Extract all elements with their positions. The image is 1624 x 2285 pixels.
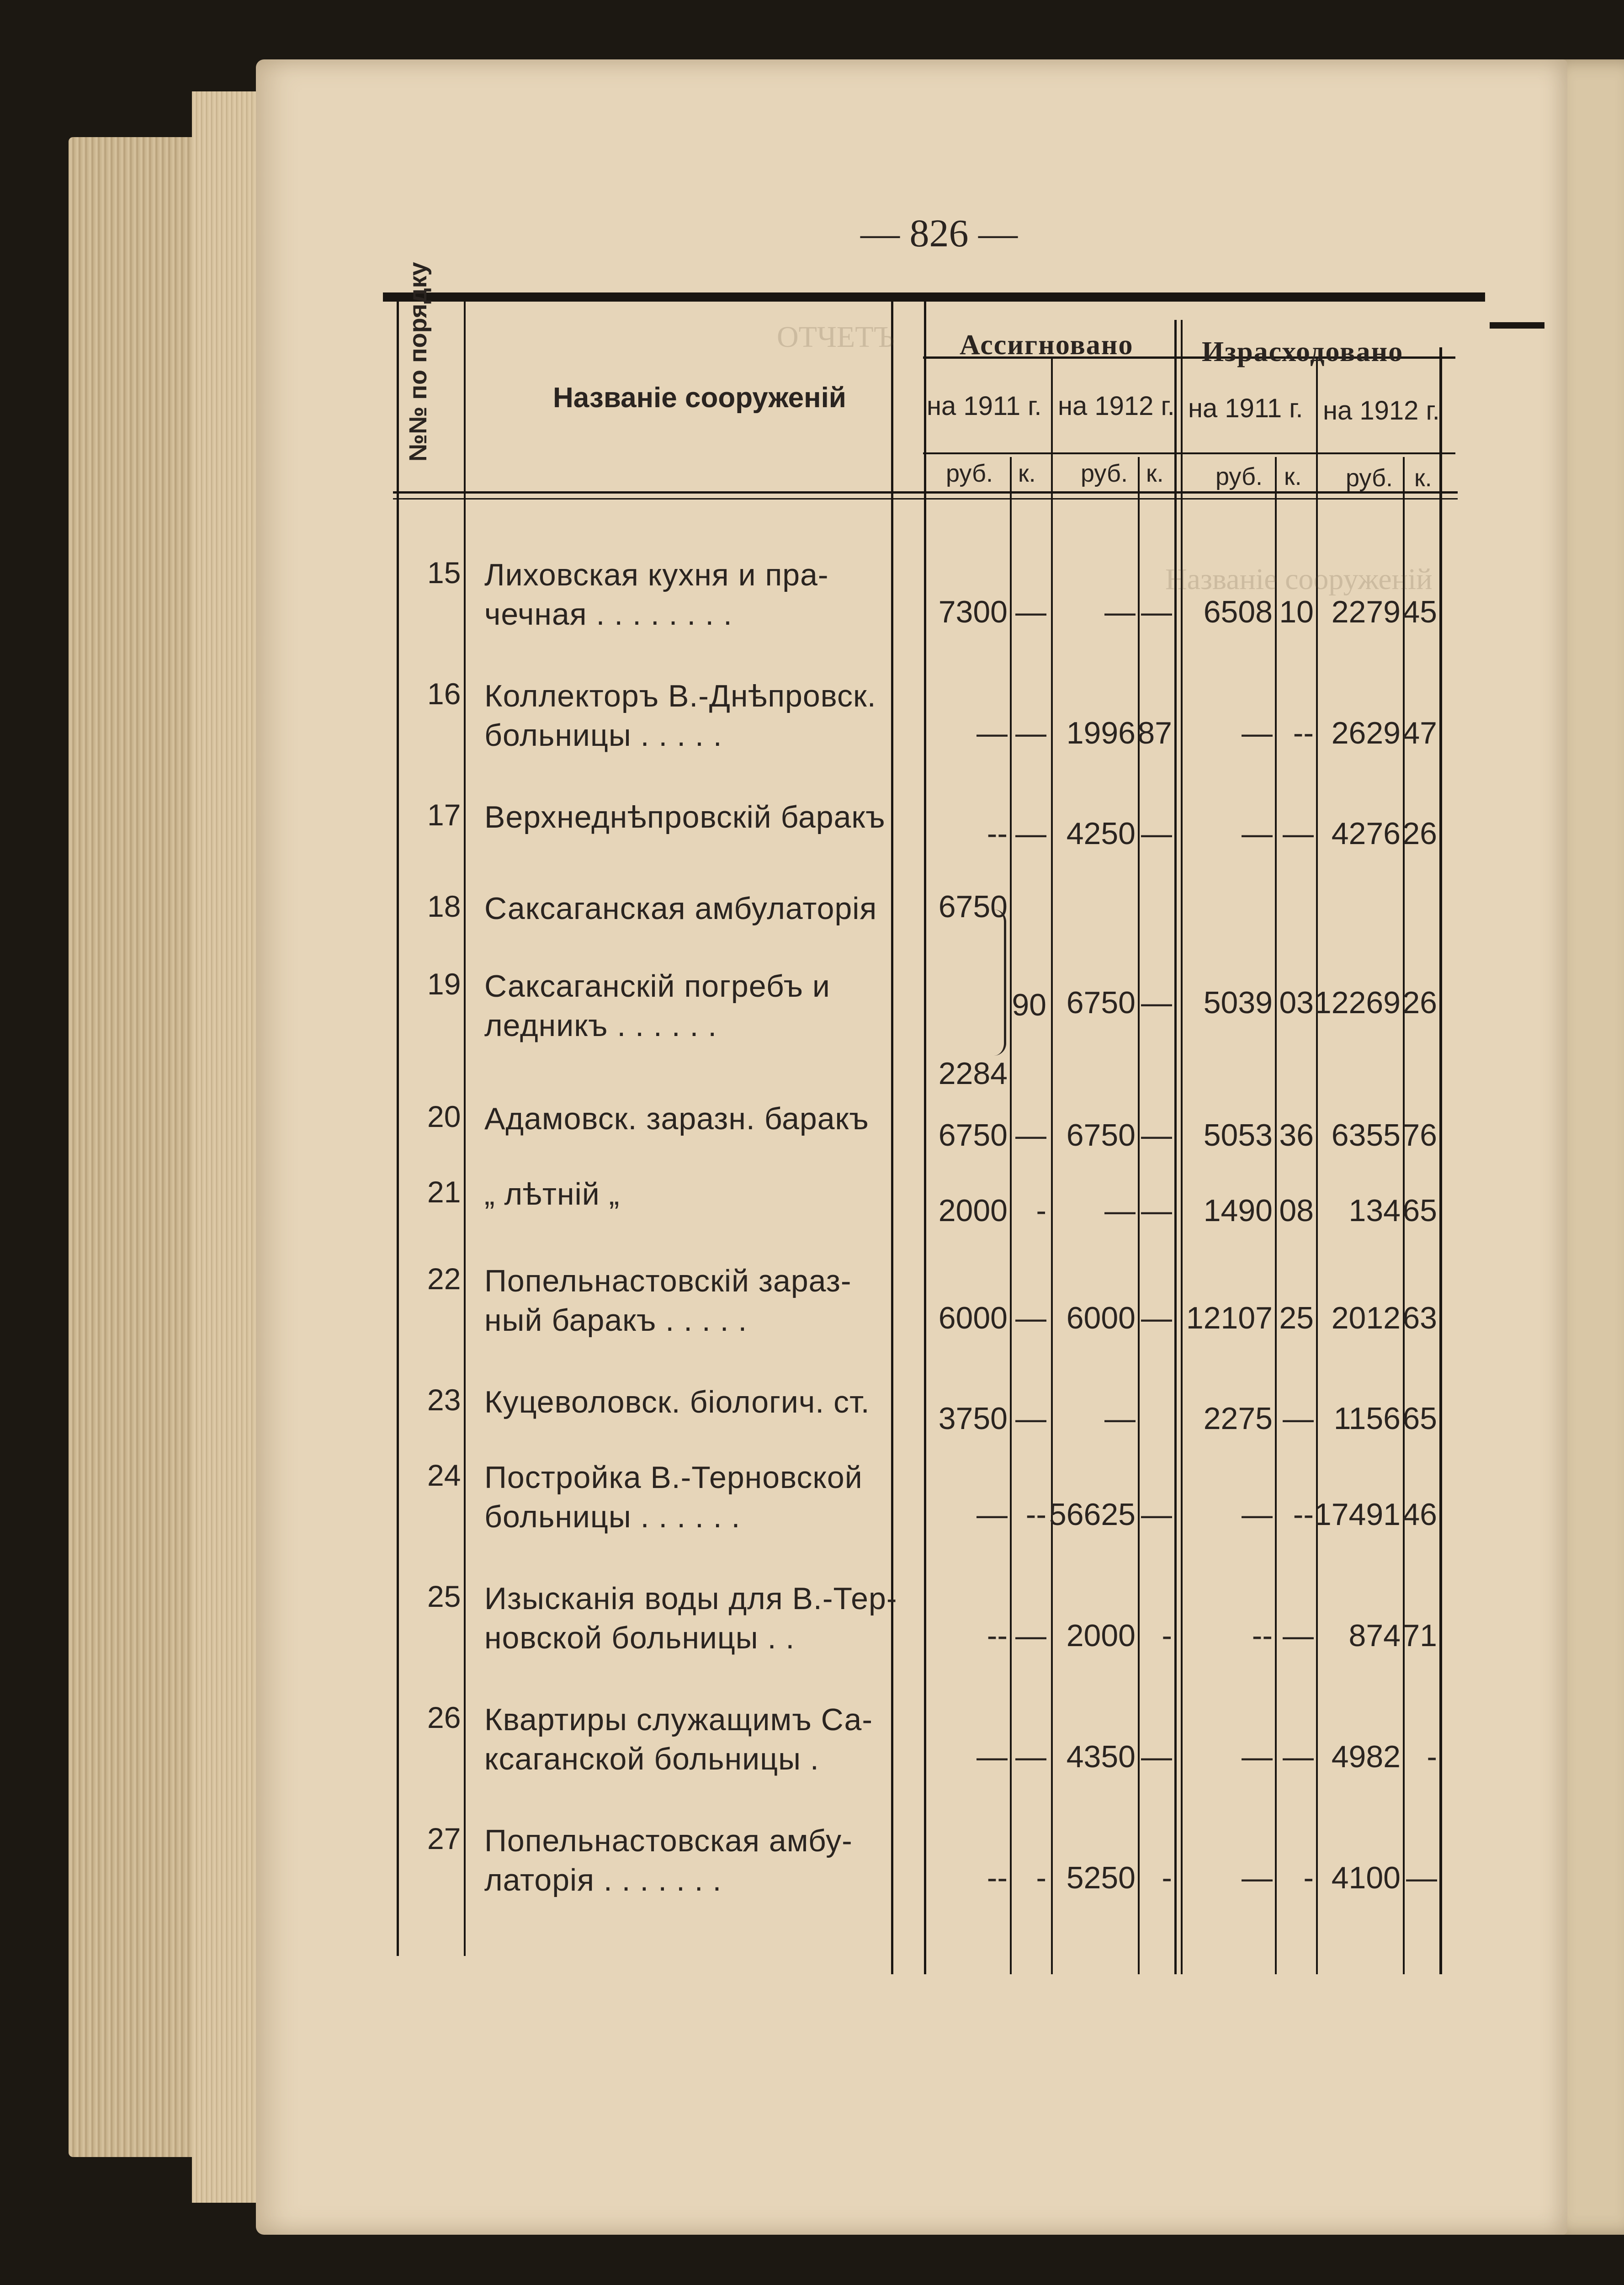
- row-name: Куцеволовск. біологич. ст.: [484, 1385, 870, 1419]
- row-number: 16: [427, 677, 461, 711]
- cell-s11k: 08: [1279, 1193, 1314, 1228]
- cell-a11r: --: [987, 1618, 1008, 1653]
- cell-a11r: —: [977, 1739, 1008, 1774]
- row-name: Постройка В.-Терновской больницы . . . . . .: [484, 1460, 863, 1534]
- unit-rub: руб.: [1346, 464, 1393, 492]
- row-number: 24: [427, 1458, 461, 1492]
- cell-s11k: —: [1283, 1618, 1314, 1653]
- row-name: Коллекторъ В.-Днѣпровск. больницы . . . . .: [484, 679, 876, 753]
- row-name: Саксаганская амбулаторія: [484, 891, 877, 926]
- cell-s12k: 71: [1402, 1618, 1437, 1653]
- cell-a11k: —: [1015, 1618, 1046, 1653]
- right-border: [1439, 347, 1442, 1974]
- cell-s12k: —: [1406, 1860, 1437, 1895]
- name-col-rule: [891, 302, 893, 1974]
- cell-a12k: —: [1141, 1301, 1172, 1335]
- table-top-rule: [383, 292, 1485, 302]
- cell-a12k: —: [1141, 1118, 1172, 1153]
- cell-s12r: 2629: [1331, 716, 1401, 750]
- row-number: 21: [427, 1175, 461, 1209]
- unit-rub: руб.: [1215, 463, 1263, 490]
- cell-s12k: 47: [1402, 716, 1437, 750]
- num-col-rule: [464, 302, 466, 1956]
- cell-a12r: —: [1104, 595, 1136, 629]
- cell-a11r: 2000: [938, 1193, 1008, 1228]
- row-number: 17: [427, 798, 461, 832]
- cell-a12k: —: [1141, 1193, 1172, 1228]
- year-header-s12: на 1912 г.: [1323, 396, 1440, 425]
- cell-s12r: 874: [1348, 1618, 1401, 1653]
- cell-a11k: 90: [1012, 988, 1046, 1022]
- cell-a11k: —: [1015, 716, 1046, 750]
- cell-a12k: —: [1141, 595, 1172, 629]
- row-name: Верхнеднѣпровскій баракъ: [484, 800, 886, 834]
- cell-a12r: 6750: [1066, 1118, 1136, 1153]
- cell-a11k: —: [1015, 1118, 1046, 1153]
- cell-a11r: 6750: [938, 1118, 1008, 1153]
- cell-a12k: —: [1141, 1739, 1172, 1774]
- page-number: — 826 —: [860, 211, 1018, 255]
- brace-rows-18-19: [994, 909, 1006, 1056]
- cell-s12k: -: [1427, 1739, 1437, 1774]
- cell-a12r: 2000: [1066, 1618, 1136, 1653]
- unit-rub: руб.: [1081, 460, 1128, 487]
- cell-s12r: 2279: [1331, 595, 1401, 629]
- cell-a11k: —: [1015, 1739, 1046, 1774]
- facing-table-rule: [1490, 322, 1544, 329]
- cell-s11r: —: [1242, 716, 1273, 750]
- cell-a11r: 6750: [938, 889, 1008, 924]
- row-number: 27: [427, 1822, 461, 1855]
- cell-s11r: 12107: [1186, 1301, 1273, 1335]
- cell-s12r: 17491: [1314, 1497, 1401, 1532]
- cell-s11k: -: [1303, 1860, 1314, 1895]
- row-name: „ лѣтній „: [484, 1177, 620, 1212]
- cell-a12k: 87: [1137, 716, 1172, 750]
- cell-s11r: 2275: [1203, 1401, 1273, 1436]
- cell-a11k: —: [1015, 595, 1046, 629]
- cell-a11r: 6000: [938, 1301, 1008, 1335]
- cell-s11r: —: [1242, 1497, 1273, 1532]
- cell-a11k: -: [1036, 1193, 1046, 1228]
- unit-kop: к.: [1284, 463, 1302, 490]
- cell-a11k: -: [1036, 1860, 1046, 1895]
- row-name: Изысканія воды для В.-Тер- новской больницы . .: [484, 1581, 897, 1655]
- cell-s11k: —: [1283, 1739, 1314, 1774]
- row-name: Лиховская кухня и пра- чечная . . . . . . . .: [484, 558, 829, 632]
- cell-a11k: —: [1015, 1401, 1046, 1436]
- row-name: Квартиры служащимъ Са- ксаганской больницы .: [484, 1702, 873, 1776]
- row-name: Попельнастовская амбу- латорія . . . . . . .: [484, 1823, 853, 1897]
- left-border: [397, 302, 399, 1956]
- row-name: Адамовск. заразн. баракъ: [484, 1101, 869, 1136]
- unit-kop: к.: [1018, 460, 1036, 487]
- cell-s11k: --: [1293, 1497, 1314, 1532]
- cell-s12r: 2012: [1331, 1301, 1401, 1335]
- row-number: 23: [427, 1383, 461, 1417]
- cell-s11k: —: [1283, 816, 1314, 851]
- cell-s11r: 6508: [1203, 595, 1273, 629]
- cell-a11k: —: [1015, 816, 1046, 851]
- column-header-number: №№ по порядку: [404, 262, 432, 462]
- cell-s12r: 134: [1348, 1193, 1401, 1228]
- column-header-name: Названіе сооруженій: [553, 382, 846, 414]
- cell-s12r: 12269: [1314, 985, 1401, 1020]
- cell-a12k: —: [1141, 1497, 1172, 1532]
- row-name: Саксаганскій погребъ и ледникъ . . . . . .: [484, 969, 830, 1043]
- cell-a12r: 6000: [1066, 1301, 1136, 1335]
- cell-a11k: —: [1015, 1301, 1046, 1335]
- cell-a11k: --: [1025, 1497, 1046, 1532]
- cell-a11r: 2284: [938, 1056, 1008, 1091]
- cell-a12k: —: [1141, 816, 1172, 851]
- cell-a12r: 56625: [1049, 1497, 1136, 1532]
- cell-s11r: —: [1242, 816, 1273, 851]
- cell-s11r: --: [1252, 1618, 1273, 1653]
- row-number: 19: [427, 967, 461, 1001]
- row-name: Попельнастовскій зараз- ный баракъ . . . . .: [484, 1264, 852, 1338]
- unit-kop: к.: [1414, 464, 1432, 492]
- cell-s12r: 6355: [1331, 1118, 1401, 1153]
- year-header-s11: на 1911 г.: [1188, 393, 1303, 423]
- row-number: 18: [427, 889, 461, 923]
- cell-a11r: --: [987, 1860, 1008, 1895]
- cell-a11r: —: [977, 1497, 1008, 1532]
- cell-s11k: —: [1283, 1401, 1314, 1436]
- cell-s12k: 26: [1402, 816, 1437, 851]
- cell-s12r: 4276: [1331, 816, 1401, 851]
- cell-s12r: 4982: [1331, 1739, 1401, 1774]
- cell-s11r: 5039: [1203, 985, 1273, 1020]
- cell-s11k: 25: [1279, 1301, 1314, 1335]
- cell-s12r: 4100: [1331, 1860, 1401, 1895]
- cell-a11r: --: [987, 816, 1008, 851]
- cell-a12r: —: [1104, 1401, 1136, 1436]
- year-header-a11: на 1911 г.: [927, 391, 1042, 421]
- group-header-assigned: Ассигновано: [960, 329, 1134, 361]
- row-number: 20: [427, 1100, 461, 1133]
- cell-a12k: -: [1162, 1860, 1172, 1895]
- cell-s12k: 65: [1402, 1401, 1437, 1436]
- cell-s11r: 5053: [1203, 1118, 1273, 1153]
- bleed-through-text: ОТЧЕТЪ: [777, 320, 895, 354]
- cell-a11r: —: [977, 716, 1008, 750]
- cell-s11k: 10: [1279, 595, 1314, 629]
- cell-a12k: —: [1141, 985, 1172, 1020]
- row-number: 22: [427, 1262, 461, 1296]
- cell-s11r: 1490: [1203, 1193, 1273, 1228]
- cell-s12k: 65: [1402, 1193, 1437, 1228]
- year-header-rule: [923, 452, 1455, 454]
- row-number: 15: [427, 556, 461, 590]
- cell-s12k: 46: [1402, 1497, 1437, 1532]
- cell-a12r: 4250: [1066, 816, 1136, 851]
- cell-a12r: 4350: [1066, 1739, 1136, 1774]
- year-header-a12: на 1912 г.: [1058, 391, 1175, 421]
- cell-s12k: 45: [1402, 595, 1437, 629]
- cell-a12r: 6750: [1066, 985, 1136, 1020]
- cell-s12k: 63: [1402, 1301, 1437, 1335]
- group-header-spent: Израсходовано: [1202, 336, 1404, 367]
- cell-s12k: 76: [1402, 1118, 1437, 1153]
- row-number: 26: [427, 1700, 461, 1734]
- unit-kop: к.: [1146, 460, 1164, 487]
- bleed-through-text-2: Названіе сооруженій: [1165, 563, 1433, 596]
- cell-s11r: —: [1242, 1860, 1273, 1895]
- cell-a12r: 5250: [1066, 1860, 1136, 1895]
- cell-s12k: 26: [1402, 985, 1437, 1020]
- cell-s11k: 03: [1279, 985, 1314, 1020]
- unit-rub: руб.: [946, 460, 993, 487]
- cell-s11k: 36: [1279, 1118, 1314, 1153]
- cell-a11r: 3750: [938, 1401, 1008, 1436]
- cell-a11r: 7300: [938, 595, 1008, 629]
- cell-a12k: -: [1162, 1618, 1172, 1653]
- cell-a12r: 1996: [1066, 716, 1136, 750]
- cell-s12r: 1156: [1333, 1401, 1401, 1436]
- cell-a12r: —: [1104, 1193, 1136, 1228]
- row-number: 25: [427, 1579, 461, 1613]
- cell-s11r: —: [1242, 1739, 1273, 1774]
- cell-s11k: --: [1293, 716, 1314, 750]
